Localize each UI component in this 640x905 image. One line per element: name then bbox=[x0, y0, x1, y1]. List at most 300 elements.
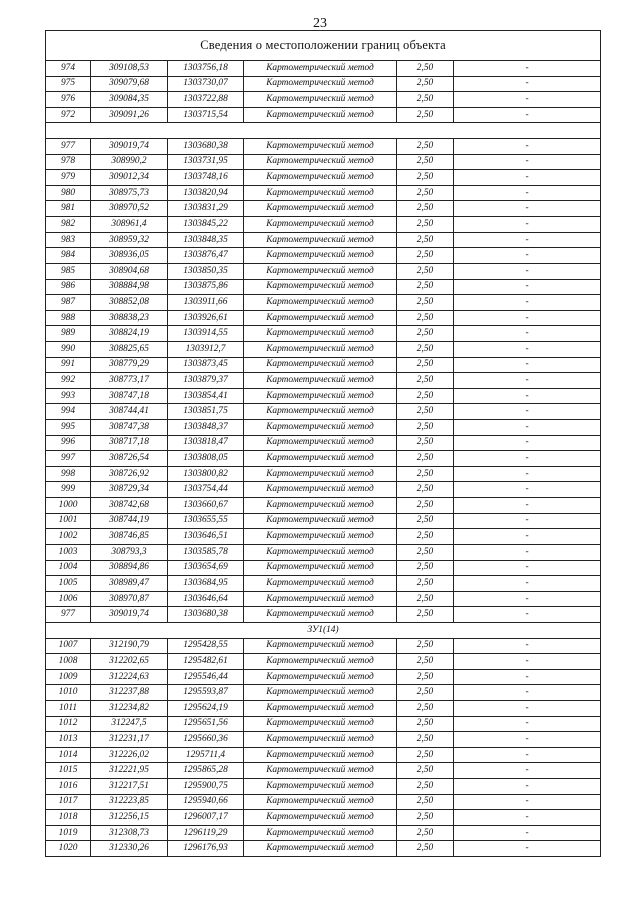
table-row bbox=[46, 263, 601, 279]
accuracy-cell: 2,50 bbox=[397, 435, 454, 451]
method-cell: Картометрический метод bbox=[244, 591, 397, 607]
description-cell: - bbox=[454, 451, 601, 467]
method-cell: Картометрический метод bbox=[244, 263, 397, 279]
description-cell: - bbox=[454, 92, 601, 108]
coord-x: 312190,79 bbox=[91, 638, 168, 654]
table-row bbox=[46, 466, 601, 482]
accuracy-cell: 2,50 bbox=[397, 451, 454, 467]
point-number: 994 bbox=[46, 404, 91, 420]
table-row bbox=[46, 404, 601, 420]
accuracy-cell: 2,50 bbox=[397, 638, 454, 654]
accuracy-cell: 2,50 bbox=[397, 373, 454, 389]
point-number: 988 bbox=[46, 310, 91, 326]
point-number: 978 bbox=[46, 154, 91, 170]
coord-y: 1303808,05 bbox=[168, 451, 244, 467]
coord-y: 1303731,95 bbox=[168, 154, 244, 170]
method-cell: Картометрический метод bbox=[244, 576, 397, 592]
accuracy-cell: 2,50 bbox=[397, 357, 454, 373]
accuracy-cell: 2,50 bbox=[397, 404, 454, 420]
description-cell: - bbox=[454, 248, 601, 264]
point-number: 987 bbox=[46, 295, 91, 311]
point-number: 985 bbox=[46, 263, 91, 279]
accuracy-cell: 2,50 bbox=[397, 341, 454, 357]
description-cell: - bbox=[454, 107, 601, 123]
coord-x: 308744,19 bbox=[91, 513, 168, 529]
coord-x: 308904,68 bbox=[91, 263, 168, 279]
accuracy-cell: 2,50 bbox=[397, 61, 454, 77]
coord-y: 1295482,61 bbox=[168, 654, 244, 670]
point-number: 977 bbox=[46, 139, 91, 155]
coord-y: 1303756,18 bbox=[168, 61, 244, 77]
coord-y: 1303655,55 bbox=[168, 513, 244, 529]
coord-y: 1303912,7 bbox=[168, 341, 244, 357]
accuracy-cell: 2,50 bbox=[397, 779, 454, 795]
point-number: 996 bbox=[46, 435, 91, 451]
table-row bbox=[46, 420, 601, 436]
method-cell: Картометрический метод bbox=[244, 466, 397, 482]
table-row bbox=[46, 154, 601, 170]
method-cell: Картометрический метод bbox=[244, 185, 397, 201]
coord-y: 1296176,93 bbox=[168, 841, 244, 857]
coord-y: 1295546,44 bbox=[168, 669, 244, 685]
description-cell: - bbox=[454, 232, 601, 248]
point-number: 1000 bbox=[46, 498, 91, 514]
coord-x: 312256,15 bbox=[91, 810, 168, 826]
point-number: 1014 bbox=[46, 747, 91, 763]
point-number: 1006 bbox=[46, 591, 91, 607]
table-row bbox=[46, 654, 601, 670]
table-row bbox=[46, 341, 601, 357]
coord-x: 312330,26 bbox=[91, 841, 168, 857]
method-cell: Картометрический метод bbox=[244, 654, 397, 670]
method-cell: Картометрический метод bbox=[244, 76, 397, 92]
method-cell: Картометрический метод bbox=[244, 560, 397, 576]
point-number: 990 bbox=[46, 341, 91, 357]
description-cell: - bbox=[454, 420, 601, 436]
point-number: 981 bbox=[46, 201, 91, 217]
table-row bbox=[46, 529, 601, 545]
description-cell: - bbox=[454, 747, 601, 763]
table-row bbox=[46, 513, 601, 529]
table-row bbox=[46, 638, 601, 654]
point-number: 979 bbox=[46, 170, 91, 186]
point-number: 974 bbox=[46, 61, 91, 77]
method-cell: Картометрический метод bbox=[244, 825, 397, 841]
method-cell: Картометрический метод bbox=[244, 716, 397, 732]
method-cell: Картометрический метод bbox=[244, 435, 397, 451]
coord-y: 1303926,61 bbox=[168, 310, 244, 326]
point-number: 1018 bbox=[46, 810, 91, 826]
table-row bbox=[46, 685, 601, 701]
table-row bbox=[46, 825, 601, 841]
description-cell: - bbox=[454, 732, 601, 748]
point-number: 986 bbox=[46, 279, 91, 295]
description-cell: - bbox=[454, 779, 601, 795]
table-row bbox=[46, 669, 601, 685]
coord-y: 1295651,56 bbox=[168, 716, 244, 732]
table-row bbox=[46, 763, 601, 779]
point-number: 983 bbox=[46, 232, 91, 248]
table-row bbox=[46, 810, 601, 826]
accuracy-cell: 2,50 bbox=[397, 560, 454, 576]
point-number: 992 bbox=[46, 373, 91, 389]
description-cell: - bbox=[454, 170, 601, 186]
table-row bbox=[46, 388, 601, 404]
point-number: 1002 bbox=[46, 529, 91, 545]
description-cell: - bbox=[454, 404, 601, 420]
method-cell: Картометрический метод bbox=[244, 310, 397, 326]
coord-y: 1303654,69 bbox=[168, 560, 244, 576]
method-cell: Картометрический метод bbox=[244, 139, 397, 155]
coord-x: 308838,23 bbox=[91, 310, 168, 326]
coord-y: 1303875,86 bbox=[168, 279, 244, 295]
method-cell: Картометрический метод bbox=[244, 388, 397, 404]
description-cell: - bbox=[454, 560, 601, 576]
method-cell: Картометрический метод bbox=[244, 373, 397, 389]
accuracy-cell: 2,50 bbox=[397, 263, 454, 279]
table-row bbox=[46, 435, 601, 451]
coord-y: 1303660,67 bbox=[168, 498, 244, 514]
description-cell: - bbox=[454, 591, 601, 607]
table-row bbox=[46, 451, 601, 467]
table-row bbox=[46, 607, 601, 623]
coord-y: 1295711,4 bbox=[168, 747, 244, 763]
coord-x: 308742,68 bbox=[91, 498, 168, 514]
accuracy-cell: 2,50 bbox=[397, 669, 454, 685]
method-cell: Картометрический метод bbox=[244, 404, 397, 420]
coord-y: 1303831,29 bbox=[168, 201, 244, 217]
boundary-table bbox=[45, 30, 601, 857]
method-cell: Картометрический метод bbox=[244, 61, 397, 77]
coord-x: 308961,4 bbox=[91, 217, 168, 233]
method-cell: Картометрический метод bbox=[244, 482, 397, 498]
method-cell: Картометрический метод bbox=[244, 170, 397, 186]
table-row bbox=[46, 92, 601, 108]
table-row bbox=[46, 498, 601, 514]
accuracy-cell: 2,50 bbox=[397, 825, 454, 841]
point-number: 1003 bbox=[46, 544, 91, 560]
coord-y: 1295865,28 bbox=[168, 763, 244, 779]
table-row bbox=[46, 76, 601, 92]
table-row bbox=[46, 482, 601, 498]
method-cell: Картометрический метод bbox=[244, 513, 397, 529]
method-cell: Картометрический метод bbox=[244, 638, 397, 654]
method-cell: Картометрический метод bbox=[244, 341, 397, 357]
coord-x: 312237,88 bbox=[91, 685, 168, 701]
coord-x: 308990,2 bbox=[91, 154, 168, 170]
method-cell: Картометрический метод bbox=[244, 279, 397, 295]
accuracy-cell: 2,50 bbox=[397, 607, 454, 623]
point-number: 989 bbox=[46, 326, 91, 342]
accuracy-cell: 2,50 bbox=[397, 466, 454, 482]
description-cell: - bbox=[454, 669, 601, 685]
description-cell: - bbox=[454, 201, 601, 217]
method-cell: Картометрический метод bbox=[244, 498, 397, 514]
coord-y: 1303730,07 bbox=[168, 76, 244, 92]
coord-x: 308959,32 bbox=[91, 232, 168, 248]
coord-y: 1303585,78 bbox=[168, 544, 244, 560]
accuracy-cell: 2,50 bbox=[397, 232, 454, 248]
description-cell: - bbox=[454, 357, 601, 373]
description-cell: - bbox=[454, 825, 601, 841]
accuracy-cell: 2,50 bbox=[397, 591, 454, 607]
method-cell: Картометрический метод bbox=[244, 451, 397, 467]
method-cell: Картометрический метод bbox=[244, 326, 397, 342]
table-row bbox=[46, 779, 601, 795]
coord-y: 1303818,47 bbox=[168, 435, 244, 451]
coord-y: 1295624,19 bbox=[168, 700, 244, 716]
coord-y: 1296007,17 bbox=[168, 810, 244, 826]
accuracy-cell: 2,50 bbox=[397, 498, 454, 514]
accuracy-cell: 2,50 bbox=[397, 763, 454, 779]
description-cell: - bbox=[454, 154, 601, 170]
point-number: 1001 bbox=[46, 513, 91, 529]
description-cell: - bbox=[454, 498, 601, 514]
coord-x: 312308,73 bbox=[91, 825, 168, 841]
point-number: 975 bbox=[46, 76, 91, 92]
table-row bbox=[46, 185, 601, 201]
point-number: 995 bbox=[46, 420, 91, 436]
table-row bbox=[46, 576, 601, 592]
accuracy-cell: 2,50 bbox=[397, 544, 454, 560]
coord-x: 312202,65 bbox=[91, 654, 168, 670]
description-cell: - bbox=[454, 700, 601, 716]
method-cell: Картометрический метод bbox=[244, 763, 397, 779]
point-number: 998 bbox=[46, 466, 91, 482]
table-row bbox=[46, 217, 601, 233]
accuracy-cell: 2,50 bbox=[397, 139, 454, 155]
coord-x: 308975,73 bbox=[91, 185, 168, 201]
coord-x: 309084,35 bbox=[91, 92, 168, 108]
description-cell: - bbox=[454, 61, 601, 77]
table-row bbox=[46, 326, 601, 342]
description-cell: - bbox=[454, 794, 601, 810]
point-number: 977 bbox=[46, 607, 91, 623]
coord-x: 308746,85 bbox=[91, 529, 168, 545]
coord-y: 1303876,47 bbox=[168, 248, 244, 264]
coord-x: 308717,18 bbox=[91, 435, 168, 451]
coord-y: 1303914,55 bbox=[168, 326, 244, 342]
coord-x: 312221,95 bbox=[91, 763, 168, 779]
accuracy-cell: 2,50 bbox=[397, 248, 454, 264]
table-row bbox=[46, 373, 601, 389]
table-row bbox=[46, 295, 601, 311]
coord-y: 1303851,75 bbox=[168, 404, 244, 420]
coord-x: 309012,34 bbox=[91, 170, 168, 186]
description-cell: - bbox=[454, 373, 601, 389]
description-cell: - bbox=[454, 279, 601, 295]
table-row bbox=[46, 279, 601, 295]
point-number: 982 bbox=[46, 217, 91, 233]
coord-y: 1303854,41 bbox=[168, 388, 244, 404]
table-title-row bbox=[46, 31, 601, 61]
table-row bbox=[46, 170, 601, 186]
description-cell: - bbox=[454, 435, 601, 451]
coord-x: 308726,92 bbox=[91, 466, 168, 482]
method-cell: Картометрический метод bbox=[244, 794, 397, 810]
point-number: 1020 bbox=[46, 841, 91, 857]
description-cell: - bbox=[454, 529, 601, 545]
description-cell: - bbox=[454, 326, 601, 342]
description-cell: - bbox=[454, 685, 601, 701]
table-row bbox=[46, 700, 601, 716]
coord-y: 1295900,75 bbox=[168, 779, 244, 795]
point-number: 1007 bbox=[46, 638, 91, 654]
accuracy-cell: 2,50 bbox=[397, 107, 454, 123]
accuracy-cell: 2,50 bbox=[397, 576, 454, 592]
description-cell: - bbox=[454, 638, 601, 654]
description-cell: - bbox=[454, 388, 601, 404]
coord-x: 312231,17 bbox=[91, 732, 168, 748]
point-number: 993 bbox=[46, 388, 91, 404]
page-number: 23 bbox=[313, 16, 327, 31]
coord-x: 309019,74 bbox=[91, 607, 168, 623]
point-number: 972 bbox=[46, 107, 91, 123]
point-number: 980 bbox=[46, 185, 91, 201]
accuracy-cell: 2,50 bbox=[397, 654, 454, 670]
method-cell: Картометрический метод bbox=[244, 217, 397, 233]
description-cell: - bbox=[454, 841, 601, 857]
description-cell: - bbox=[454, 341, 601, 357]
coord-x: 308726,54 bbox=[91, 451, 168, 467]
coord-x: 308989,47 bbox=[91, 576, 168, 592]
method-cell: Картометрический метод bbox=[244, 607, 397, 623]
coord-x: 308825,65 bbox=[91, 341, 168, 357]
coord-x: 309091,26 bbox=[91, 107, 168, 123]
accuracy-cell: 2,50 bbox=[397, 326, 454, 342]
accuracy-cell: 2,50 bbox=[397, 310, 454, 326]
coord-x: 308729,34 bbox=[91, 482, 168, 498]
accuracy-cell: 2,50 bbox=[397, 732, 454, 748]
coord-y: 1303680,38 bbox=[168, 607, 244, 623]
method-cell: Картометрический метод bbox=[244, 357, 397, 373]
coord-y: 1296119,29 bbox=[168, 825, 244, 841]
method-cell: Картометрический метод bbox=[244, 529, 397, 545]
point-number: 1004 bbox=[46, 560, 91, 576]
point-number: 991 bbox=[46, 357, 91, 373]
coord-x: 312234,82 bbox=[91, 700, 168, 716]
accuracy-cell: 2,50 bbox=[397, 685, 454, 701]
description-cell: - bbox=[454, 544, 601, 560]
description-cell: - bbox=[454, 810, 601, 826]
coord-x: 308894,86 bbox=[91, 560, 168, 576]
accuracy-cell: 2,50 bbox=[397, 295, 454, 311]
coord-y: 1303684,95 bbox=[168, 576, 244, 592]
point-number: 1013 bbox=[46, 732, 91, 748]
description-cell: - bbox=[454, 185, 601, 201]
accuracy-cell: 2,50 bbox=[397, 747, 454, 763]
blank-separator-row bbox=[46, 123, 601, 139]
point-number: 1017 bbox=[46, 794, 91, 810]
description-cell: - bbox=[454, 607, 601, 623]
method-cell: Картометрический метод bbox=[244, 544, 397, 560]
coord-x: 308793,3 bbox=[91, 544, 168, 560]
method-cell: Картометрический метод bbox=[244, 295, 397, 311]
blank-separator bbox=[46, 123, 601, 139]
table-row bbox=[46, 544, 601, 560]
accuracy-cell: 2,50 bbox=[397, 92, 454, 108]
table-row bbox=[46, 139, 601, 155]
coord-x: 308884,98 bbox=[91, 279, 168, 295]
section-label: ЗУ1(14) bbox=[46, 622, 601, 638]
point-number: 1005 bbox=[46, 576, 91, 592]
method-cell: Картометрический метод bbox=[244, 201, 397, 217]
coord-y: 1303873,45 bbox=[168, 357, 244, 373]
coord-y: 1303646,51 bbox=[168, 529, 244, 545]
point-number: 1009 bbox=[46, 669, 91, 685]
table-row bbox=[46, 61, 601, 77]
method-cell: Картометрический метод bbox=[244, 107, 397, 123]
table-row bbox=[46, 248, 601, 264]
coord-x: 308936,05 bbox=[91, 248, 168, 264]
description-cell: - bbox=[454, 716, 601, 732]
method-cell: Картометрический метод bbox=[244, 154, 397, 170]
accuracy-cell: 2,50 bbox=[397, 482, 454, 498]
description-cell: - bbox=[454, 76, 601, 92]
accuracy-cell: 2,50 bbox=[397, 700, 454, 716]
table-row bbox=[46, 841, 601, 857]
point-number: 1016 bbox=[46, 779, 91, 795]
coord-x: 312226,02 bbox=[91, 747, 168, 763]
method-cell: Картометрический метод bbox=[244, 779, 397, 795]
table-row bbox=[46, 201, 601, 217]
accuracy-cell: 2,50 bbox=[397, 388, 454, 404]
coord-x: 308779,29 bbox=[91, 357, 168, 373]
coord-x: 308773,17 bbox=[91, 373, 168, 389]
method-cell: Картометрический метод bbox=[244, 810, 397, 826]
coord-y: 1295660,36 bbox=[168, 732, 244, 748]
point-number: 1010 bbox=[46, 685, 91, 701]
coord-x: 308747,38 bbox=[91, 420, 168, 436]
coord-y: 1303680,38 bbox=[168, 139, 244, 155]
point-number: 999 bbox=[46, 482, 91, 498]
table-row bbox=[46, 747, 601, 763]
point-number: 1019 bbox=[46, 825, 91, 841]
method-cell: Картометрический метод bbox=[244, 732, 397, 748]
coord-y: 1303800,82 bbox=[168, 466, 244, 482]
coord-y: 1295428,55 bbox=[168, 638, 244, 654]
coord-x: 308747,18 bbox=[91, 388, 168, 404]
accuracy-cell: 2,50 bbox=[397, 76, 454, 92]
section-label-row bbox=[46, 622, 601, 638]
coord-y: 1303754,44 bbox=[168, 482, 244, 498]
coord-x: 308852,08 bbox=[91, 295, 168, 311]
coord-y: 1303722,88 bbox=[168, 92, 244, 108]
coord-x: 312224,63 bbox=[91, 669, 168, 685]
coord-y: 1303715,54 bbox=[168, 107, 244, 123]
table-row bbox=[46, 310, 601, 326]
point-number: 984 bbox=[46, 248, 91, 264]
method-cell: Картометрический метод bbox=[244, 685, 397, 701]
accuracy-cell: 2,50 bbox=[397, 154, 454, 170]
method-cell: Картометрический метод bbox=[244, 841, 397, 857]
description-cell: - bbox=[454, 513, 601, 529]
table-row bbox=[46, 232, 601, 248]
coord-x: 312217,51 bbox=[91, 779, 168, 795]
table-row bbox=[46, 716, 601, 732]
coord-y: 1303748,16 bbox=[168, 170, 244, 186]
coord-y: 1303879,37 bbox=[168, 373, 244, 389]
coord-x: 309079,68 bbox=[91, 76, 168, 92]
table-row bbox=[46, 560, 601, 576]
boundary-table-body bbox=[46, 31, 601, 857]
description-cell: - bbox=[454, 576, 601, 592]
description-cell: - bbox=[454, 466, 601, 482]
table-row bbox=[46, 732, 601, 748]
accuracy-cell: 2,50 bbox=[397, 279, 454, 295]
point-number: 1012 bbox=[46, 716, 91, 732]
accuracy-cell: 2,50 bbox=[397, 170, 454, 186]
